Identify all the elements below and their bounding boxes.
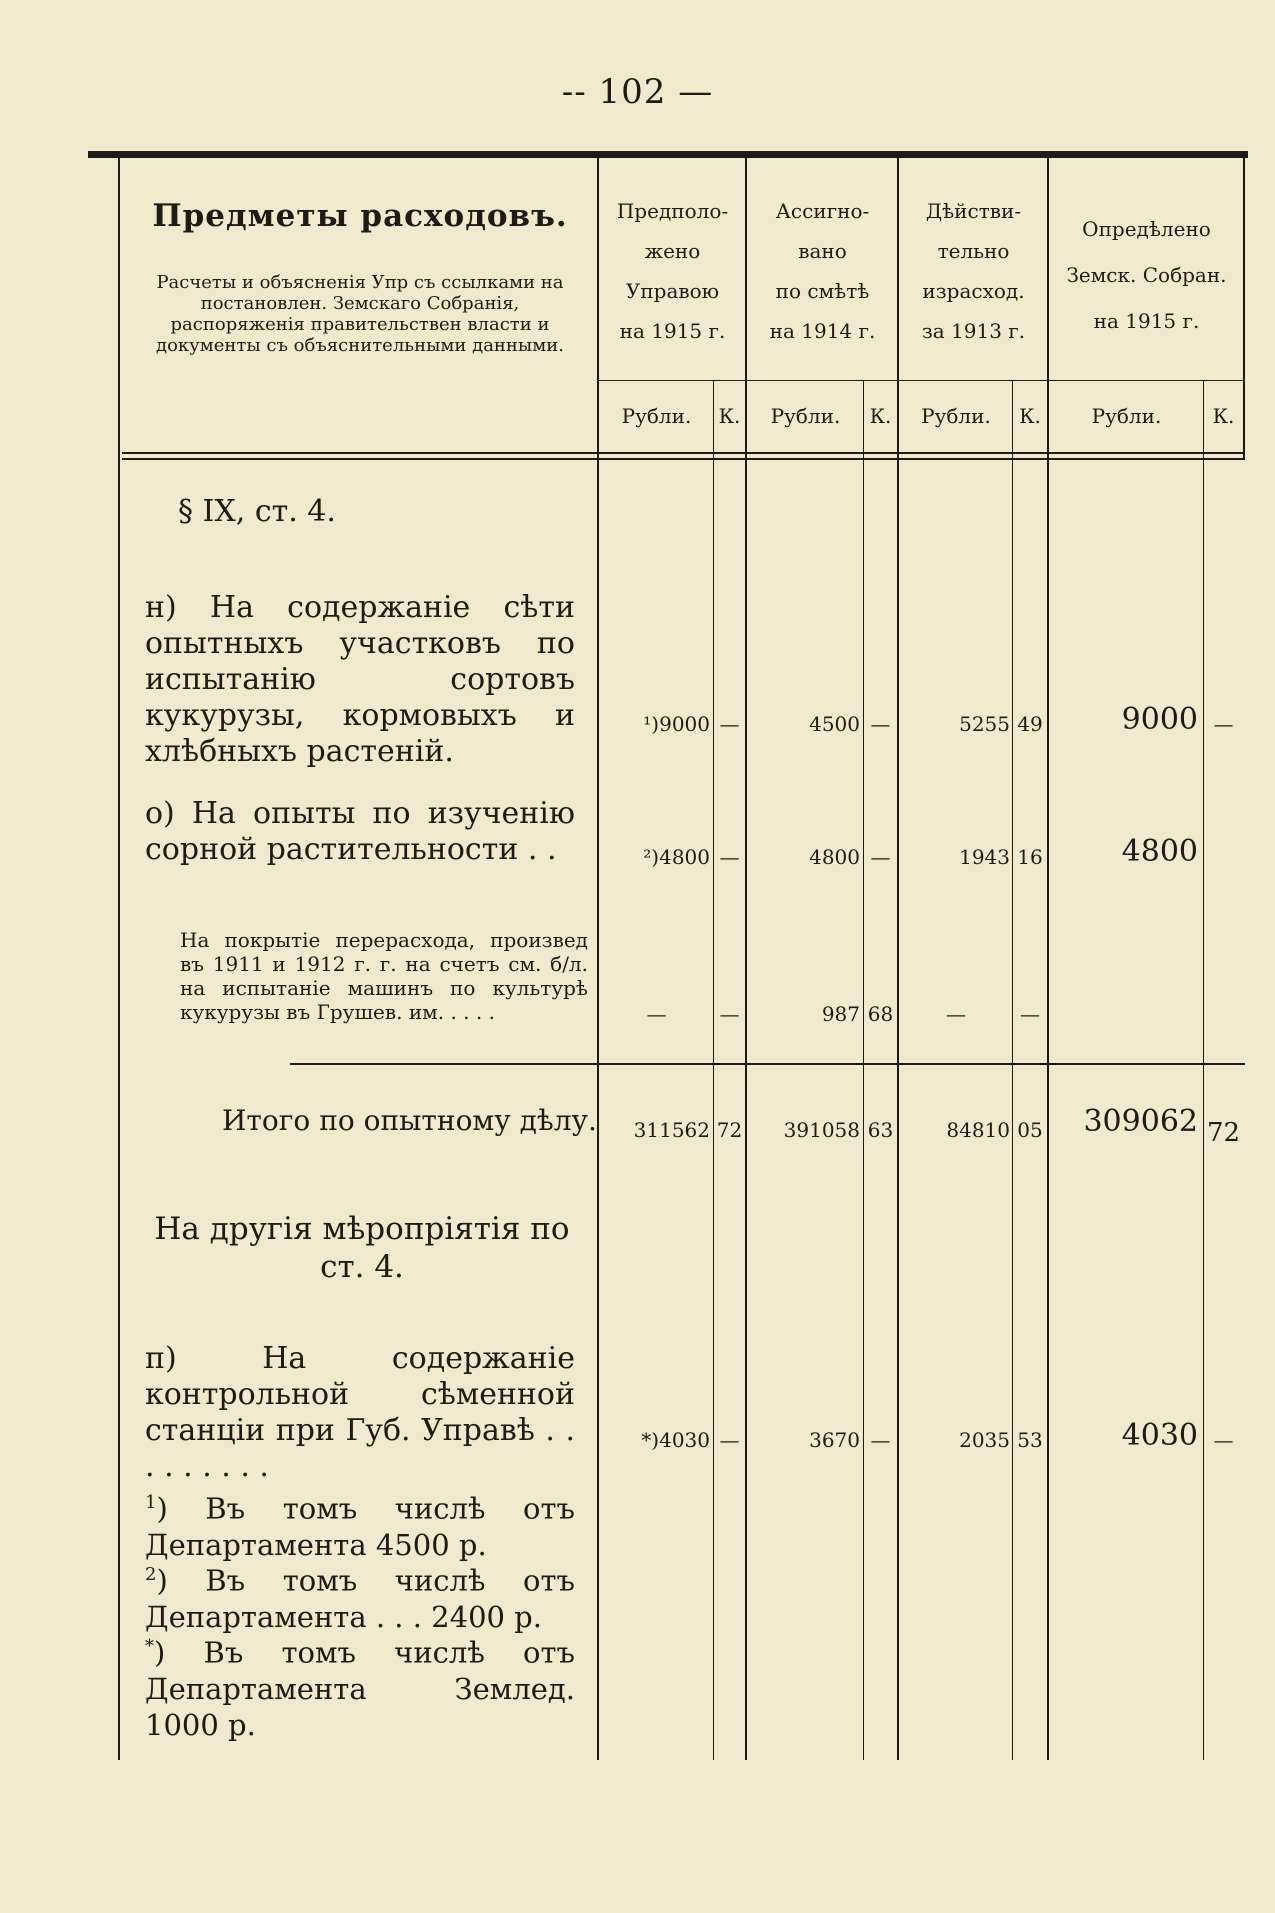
item-n-spent-rub: 5255 <box>959 712 1010 736</box>
col-line-2k <box>863 380 864 1760</box>
footnote-text: ) Въ томъ числѣ отъ Департамента Землед. 1000 р. <box>145 1635 575 1742</box>
footnote-3 <box>145 1629 575 1743</box>
item-p-proposed-kop: — <box>719 1428 740 1452</box>
col-line-1k <box>713 380 714 1760</box>
item-n-approved-rub: 9000 <box>1121 702 1198 737</box>
unit-kop: К. <box>869 404 892 428</box>
item-p-approved-rub: 4030 <box>1121 1418 1198 1453</box>
total-proposed-rub: 311562 <box>633 1118 710 1142</box>
item-p-assigned-kop: — <box>870 1428 891 1452</box>
total-label: Итого по опытному дѣлу. <box>222 1104 597 1137</box>
footnote-1 <box>145 1485 575 1563</box>
total-approved-kop: 72 <box>1206 1118 1241 1148</box>
item-overrun-assigned-kop: 68 <box>867 1002 894 1026</box>
header-title: Предметы расходовъ. <box>152 198 568 234</box>
item-overrun-spent-kop: — <box>1020 1002 1040 1026</box>
item-o-text: о) На опыты по изученію сорной растительности . . <box>145 796 575 867</box>
item-overrun-text: На покрытіе перерасхода, произвед въ 1911 и 1912 г. г. на счетъ см. б/л. на испытаніе машинъ по культурѣ кукурузы въ Грушев. им. . . . . <box>180 928 588 1024</box>
column-header-approved: Опредѣлено Земск. Собран. на 1915 г. <box>1066 217 1227 333</box>
unit-rub: Рубли. <box>621 404 692 428</box>
col-line-1 <box>597 158 599 1760</box>
unit-kop: К. <box>718 404 741 428</box>
item-overrun-proposed-rub: — <box>646 1002 667 1026</box>
page-number: -- 102 — <box>561 72 714 112</box>
section-title: § IX, ст. 4. <box>178 494 336 529</box>
item-o-spent-rub: 1943 <box>959 845 1010 869</box>
col-line-3 <box>897 158 899 1760</box>
unit-rub: Рубли. <box>770 404 841 428</box>
item-n-proposed-rub: ¹)9000 <box>643 712 710 736</box>
item-o-spent-kop: 16 <box>1017 845 1043 869</box>
left-border <box>118 158 120 1760</box>
item-p-approved-kop: — <box>1213 1428 1234 1452</box>
item-n-spent-kop: 49 <box>1017 712 1043 736</box>
unit-kop: К. <box>1212 404 1235 428</box>
unit-kop: К. <box>1019 404 1041 428</box>
item-n-proposed-kop: — <box>719 712 740 736</box>
total-spent-rub: 84810 <box>946 1118 1010 1142</box>
footnote-text: ) Въ томъ числѣ отъ Департамента 4500 р. <box>145 1491 575 1562</box>
item-o-approved-rub: 4800 <box>1121 834 1198 869</box>
item-o-proposed-kop: — <box>719 845 740 869</box>
total-approved-rub: 309062 <box>1083 1104 1198 1139</box>
col-line-2 <box>745 158 747 1760</box>
column-header-spent: Дѣйстви- тельно израсход. за 1913 г. <box>921 199 1026 343</box>
item-overrun-proposed-kop: — <box>719 1002 740 1026</box>
col-line-4 <box>1047 158 1049 1760</box>
item-p-text: п) На содержаніе контрольной сѣменной станціи при Губ. Управѣ . . . . . . . . . <box>145 1341 575 1484</box>
item-o-proposed-rub: ²)4800 <box>643 845 710 869</box>
col-line-4k <box>1203 380 1204 1760</box>
item-p-assigned-rub: 3670 <box>809 1428 860 1452</box>
total-proposed-kop: 72 <box>716 1118 743 1142</box>
header-subtitle: Расчеты и объясненія Упр съ ссылками на постановлен. Земскаго Собранія, распоряженія правительствен власти и документы съ объяснительными данными. <box>156 272 564 356</box>
header-bottom-rule-2 <box>122 458 1245 460</box>
item-overrun-assigned-rub: 987 <box>821 1002 860 1026</box>
right-border <box>1243 158 1245 458</box>
item-n-assigned-kop: — <box>870 712 891 736</box>
item-n-text: н) На содержаніе сѣти опытныхъ участковъ по испытанію сортовъ кукурузы, кормовыхъ и хлѣбныхъ растеній. <box>145 590 575 769</box>
col-line-3k <box>1012 380 1013 1760</box>
unit-rub: Рубли. <box>1091 404 1162 428</box>
item-p-proposed-rub: *)4030 <box>641 1428 710 1452</box>
item-p-spent-rub: 2035 <box>959 1428 1010 1452</box>
item-n-assigned-rub: 4500 <box>809 712 860 736</box>
total-spent-kop: 05 <box>1017 1118 1043 1142</box>
total-assigned-kop: 63 <box>867 1118 894 1142</box>
item-o-assigned-rub: 4800 <box>809 845 860 869</box>
top-thick-rule <box>88 151 1248 158</box>
total-assigned-rub: 391058 <box>783 1118 860 1142</box>
column-header-proposed: Предполо- жено Управою на 1915 г. <box>616 199 729 343</box>
footnote-2 <box>145 1557 575 1635</box>
footnote-text: ) Въ томъ числѣ отъ Департамента . . . 2400 р. <box>145 1563 575 1634</box>
footnote-mark: 2 <box>145 1564 157 1585</box>
item-o-assigned-kop: — <box>870 845 891 869</box>
footnote-mark: * <box>145 1636 154 1657</box>
footnote-mark: 1 <box>145 1492 157 1513</box>
subheader-rule <box>598 380 1245 381</box>
other-heading: На другія мѣропріятія по ст. 4. <box>154 1211 570 1285</box>
item-n-approved-kop: — <box>1213 712 1234 736</box>
header-bottom-rule <box>122 452 1245 454</box>
unit-rub: Рубли. <box>921 404 991 428</box>
item-p-spent-kop: 53 <box>1017 1428 1043 1452</box>
item-overrun-spent-rub: — <box>946 1002 966 1026</box>
column-header-assigned: Ассигно- вано по смѣтѣ на 1914 г. <box>769 199 876 343</box>
total-rule <box>290 1063 1245 1065</box>
